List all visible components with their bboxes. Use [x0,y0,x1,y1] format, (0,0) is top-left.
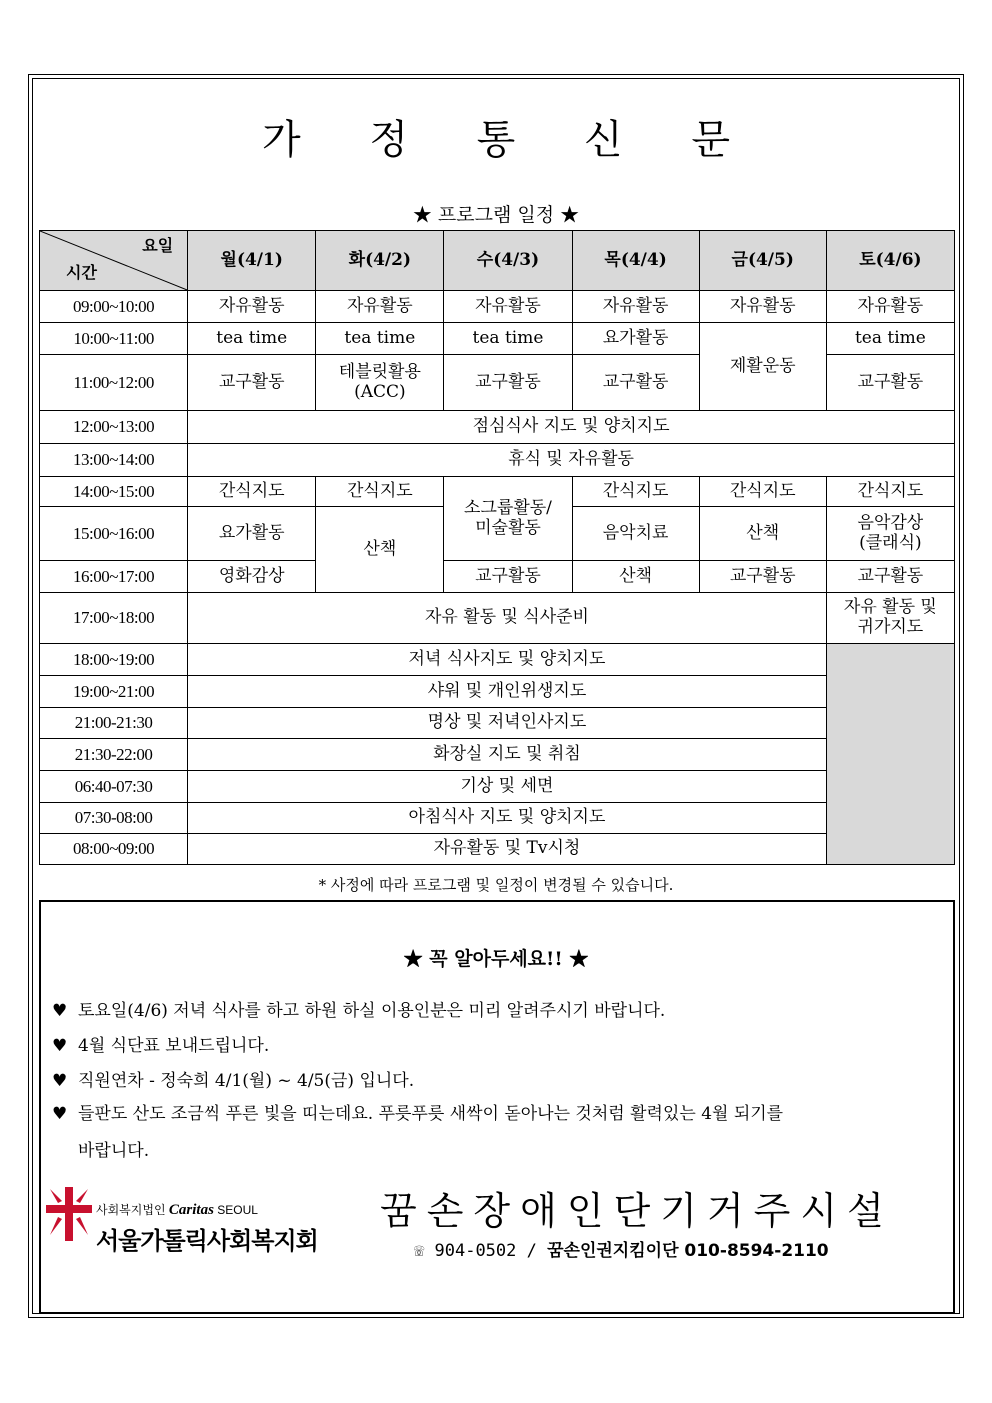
caritas-cross-icon [46,1185,92,1243]
activity-cell: 자유 활동 및 식사준비 [188,593,827,644]
time-cell: 09:00~10:00 [40,291,188,323]
activity-cell: 샤워 및 개인위생지도 [188,676,827,708]
notice-text: 직원연차 - 정숙희 4/1(월) ~ 4/5(금) 입니다. [78,1071,415,1091]
notice-item-continuation [52,1133,958,1169]
activity-cell: 제활운동 [699,323,826,411]
activity-cell: 자유활동 및 Tv시청 [188,834,827,865]
activity-cell: 교구활동 [444,561,572,593]
corner-day-label: 요일 [142,236,174,255]
notice-text: 4월 식단표 보내드립니다. [78,1036,270,1056]
schedule-heading: ★ 프로그램 일정 ★ [412,204,580,226]
activity-cell: 교구활동 [444,355,572,411]
time-cell: 18:00~19:00 [40,644,188,676]
activity-cell: tea time [444,323,572,355]
activity-cell: 산책 [699,507,826,561]
day-header: 화(4/2) [316,231,444,291]
activity-cell: 휴식 및 자유활동 [188,444,955,477]
activity-cell: 자유활동 [444,291,572,323]
heart-icon: ♥ [52,1001,68,1021]
table-row [40,708,955,739]
activity-cell: 음악치료 [572,507,699,561]
activity-cell: tea time [188,323,316,355]
time-cell: 10:00~11:00 [40,323,188,355]
activity-cell: 아침식사 지도 및 양치지도 [188,803,827,834]
activity-cell: 명상 및 저녁인사지도 [188,708,827,739]
table-row [40,411,955,444]
table-row [40,593,955,644]
notice-text: 토요일(4/6) 저녁 식사를 하고 하원 하실 이용인분은 미리 알려주시기 바랍니다. [78,1001,666,1021]
time-cell: 13:00~14:00 [40,444,188,477]
table-row [40,803,955,834]
logo-prefix: 사회복지법인 [96,1203,166,1217]
time-cell: 19:00~21:00 [40,676,188,708]
activity-cell: 테블릿활용 (ACC) [316,355,444,411]
day-header: 금(4/5) [699,231,826,291]
activity-cell: 간식지도 [572,477,699,507]
table-row [40,291,955,323]
shaded-cell [826,644,954,865]
activity-cell: 간식지도 [699,477,826,507]
heart-icon: ♥ [52,1036,68,1056]
notice-item [52,1096,932,1132]
activity-cell: 교구활동 [826,561,954,593]
activity-cell: 자유활동 [188,291,316,323]
table-row [40,644,955,676]
corner-cell [40,231,188,291]
activity-cell: 교구활동 [826,355,954,411]
table-row [40,739,955,771]
heart-icon: ♥ [52,1104,68,1124]
activity-cell: 자유활동 [572,291,699,323]
activity-cell: tea time [316,323,444,355]
activity-cell: 요가활동 [188,507,316,561]
activity-cell: 음악감상 (클래식) [826,507,954,561]
contact-line [414,1236,829,1261]
activity-cell: 교구활동 [572,355,699,411]
activity-cell: 화장실 지도 및 취침 [188,739,827,771]
logo-brand: Caritas [168,1202,214,1218]
table-row [40,834,955,865]
activity-cell: 간식지도 [826,477,954,507]
time-cell: 06:40-07:30 [40,771,188,803]
table-row [40,444,955,477]
corner-time-label: 시간 [66,262,97,282]
notice-title: ★ 꼭 알아두세요!! ★ [403,948,589,970]
notice-item [52,1028,932,1064]
activity-cell: 간식지도 [316,477,444,507]
table-row [40,323,955,355]
heart-icon: ♥ [52,1071,68,1091]
time-cell: 08:00~09:00 [40,834,188,865]
activity-cell: 자유 활동 및 귀가지도 [826,593,954,644]
logo-subtitle [96,1201,258,1219]
activity-cell: 산책 [316,507,444,593]
header-row [40,231,955,291]
activity-cell: 소그룹활동/ 미술활동 [444,477,572,561]
activity-cell: 요가활동 [572,323,699,355]
activity-cell: 자유활동 [699,291,826,323]
activity-cell: 점심식사 지도 및 양치지도 [188,411,955,444]
time-cell: 15:00~16:00 [40,507,188,561]
caritas-logo [46,1185,346,1255]
time-cell: 21:00-21:30 [40,708,188,739]
time-cell: 11:00~12:00 [40,355,188,411]
day-header: 토(4/6) [826,231,954,291]
time-cell: 14:00~15:00 [40,477,188,507]
notice-item [52,993,932,1029]
facility-name: 꿈손장애인단기거주시설 [380,1189,894,1233]
activity-cell: 저녁 식사지도 및 양치지도 [188,644,827,676]
activity-cell: 산책 [572,561,699,593]
notice-text: 들판도 산도 조금씩 푸른 빛을 띠는데요. 푸릇푸릇 새싹이 돋아나는 것처럼 활력있는 4월 되기를 [78,1104,784,1124]
time-cell: 12:00~13:00 [40,411,188,444]
time-cell: 17:00~18:00 [40,593,188,644]
contact-label: 꿈손인권지킴이단 010-8594-2110 [547,1241,829,1261]
telephone-icon: ☏ [414,1241,425,1261]
notice-text: 바랍니다. [78,1141,150,1161]
page-title: 가 정 통 신 문 [261,117,759,163]
activity-cell: 교구활동 [188,355,316,411]
activity-cell: 자유활동 [316,291,444,323]
table-row [40,477,955,507]
table-row [40,561,955,593]
phone-number: 904-0502 / [434,1241,537,1261]
time-cell: 07:30-08:00 [40,803,188,834]
time-cell: 16:00~17:00 [40,561,188,593]
day-header: 월(4/1) [188,231,316,291]
logo-city: SEOUL [217,1203,258,1217]
activity-cell: 교구활동 [699,561,826,593]
day-header: 수(4/3) [444,231,572,291]
day-header: 목(4/4) [572,231,699,291]
table-row [40,771,955,803]
table-row [40,676,955,708]
activity-cell: 기상 및 세면 [188,771,827,803]
activity-cell: 자유활동 [826,291,954,323]
activity-cell: 영화감상 [188,561,316,593]
time-cell: 21:30-22:00 [40,739,188,771]
schedule-note: * 사정에 따라 프로그램 및 일정이 변경될 수 있습니다. [318,876,674,894]
schedule-table [39,230,955,865]
logo-org-name: 서울가톨릭사회복지회 [96,1227,318,1255]
activity-cell: 간식지도 [188,477,316,507]
activity-cell: tea time [826,323,954,355]
notice-item [52,1063,932,1099]
